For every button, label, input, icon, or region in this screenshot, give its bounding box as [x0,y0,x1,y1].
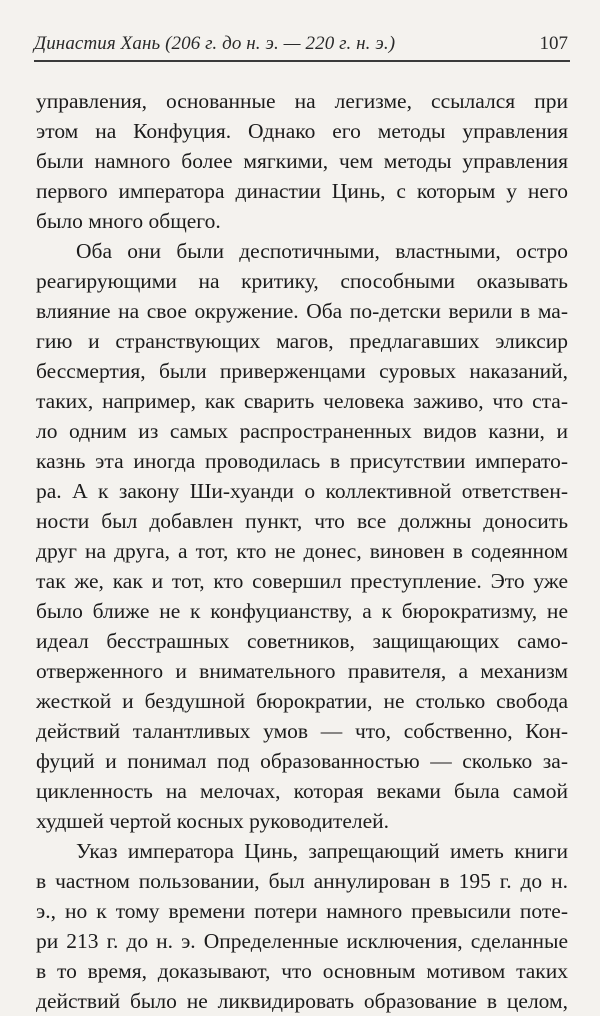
text-line: этом на Конфуция. Однако его методы управления [36,119,568,143]
running-title: Династия Хань (206 г. до н. э. — 220 г. н. э.) [34,33,396,54]
paragraph-start-line: Оба они были деспотичными, властными, остро [76,239,568,263]
text-line: первого императора династии Цинь, с которым у него [36,179,568,203]
paragraph-end-line: худшей чертой косных руководителей. [36,809,390,833]
text-line: влияние на свое окружение. Оба по-детски верили в ма- [36,299,568,323]
text-line: ри 213 г. до н. э. Определенные исключения, сделанные [36,929,568,953]
text-line: идеал бесстрашных советников, защищающих само- [36,629,568,653]
text-line: бессмертия, были приверженцами суровых наказаний, [36,359,568,383]
text-line: действий было не ликвидировать образование в целом, [36,989,568,1013]
paragraph-start-line: Указ императора Цинь, запрещающий иметь книги [76,839,568,863]
text-line: цикленность на мелочах, которая веками была самой [36,779,568,803]
text-line: ло одним из самых распространенных видов казни, и [36,419,568,443]
text-line: так же, как и тот, кто совершил преступление. Это уже [36,569,568,593]
text-line: управления, основанные на легизме, ссылался при [36,89,568,113]
text-line: действий талантливых умов — что, собственно, Кон- [36,719,568,743]
body-text [36,86,568,1016]
text-line: гию и странствующих магов, предлагавших эликсир [36,329,568,353]
text-line: в частном пользовании, был аннулирован в 195 г. до н. [36,869,568,893]
paragraph-end-line: было много общего. [36,209,221,233]
text-line: были намного более мягкими, чем методы управления [36,149,568,173]
text-line: ности был добавлен пункт, что все должны доносить [36,509,568,533]
text-line: казнь эта иногда проводилась в присутствии императо- [36,449,568,473]
text-line: отверженного и внимательного правителя, а механизм [36,659,568,683]
text-line: было ближе не к конфуцианству, а к бюрократизму, не [36,599,568,623]
text-line: в то время, доказывают, что основным мотивом таких [36,959,568,983]
text-line: э., но к тому времени потери намного превысили поте- [36,899,568,923]
text-line: ра. А к закону Ши-хуанди о коллективной ответствен- [36,479,568,503]
running-header [34,30,570,62]
page-number: 107 [539,33,568,54]
text-line: реагирующими на критику, способными оказывать [36,269,568,293]
text-line: таких, например, как сварить человека заживо, что ста- [36,389,568,413]
text-line: фуций и понимал под образованностью — сколько за- [36,749,568,773]
text-line: друг на друга, а тот, кто не донес, виновен в содеянном [36,539,568,563]
text-line: жесткой и бездушной бюрократии, не столько свобода [36,689,568,713]
